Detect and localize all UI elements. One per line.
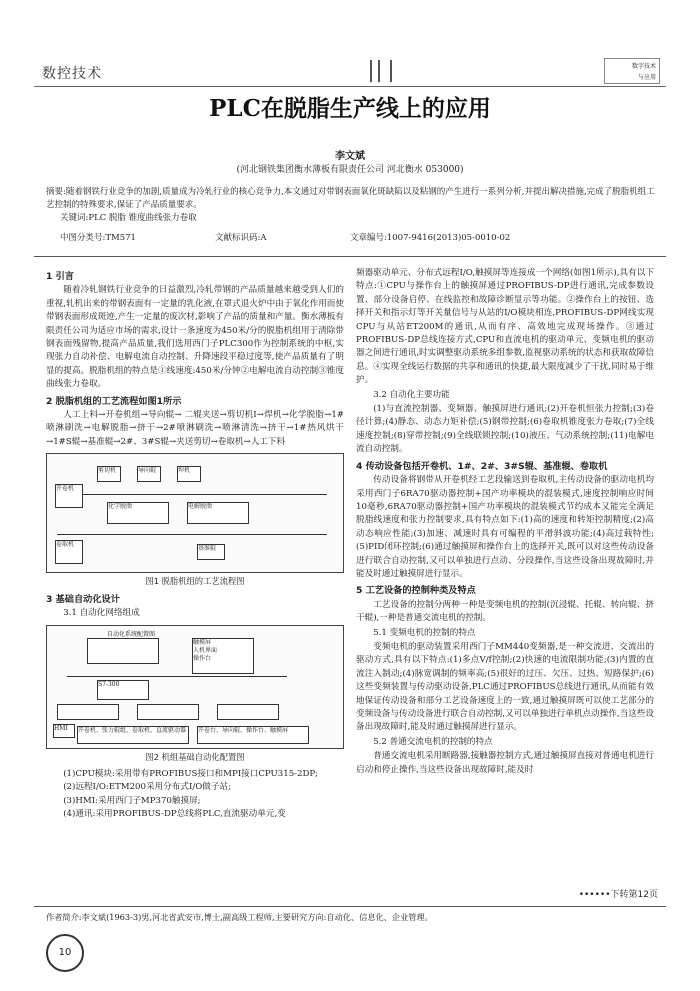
fig1-electro: 电解脱脂 (187, 502, 249, 524)
fig2-drive-1 (57, 704, 119, 720)
journal-logo: 数字技术 与应用 (604, 58, 660, 84)
footnote: 作者简介:李文斌(1963-3)男,河北省武安市,博士,副高级工程师,主要研究方向:自动化、信息化、企业管理。 (46, 912, 433, 922)
fig2-drive-2 (137, 704, 199, 720)
fig2-plc: S7-300 (97, 680, 149, 700)
right-column: 频器驱动单元、分布式远程I/O,触摸屏等连接成一个网络(如图1所示),具有以下特点:①CPU与操作台上的触摸屏通过PROFIBUS-DP进行通讯,完成参数设置、部分设备启停、在线监控和故障诊断显示等功能。②操作台上的按钮、选择开关和指示灯等开关量信号与从站的I/O模块相连,PROFIBUS-DP网线实现CPU与从站ET200M的通讯,从而有序、高效地完成现场操作。③通过PROFIBUS-DP总线连接方式,CPU和直流电机的驱动单元、变频电机的驱动器之间进行通讯,时实调整驱动系统多组参数,监视驱动系统的状态和获取故障信息。④实现全线运行数据的共享和通讯的快捷,最大限度减少了干扰,同时易于维护。 3.2 自动化主要功能 (1)与直流控制器、变频器、触摸屏进行通讯;(2)开卷机恒张力控制;(3)卷径计算;(4)静态、动态力矩补偿;(5)钢带控制;(6)卷取机锥度张力卷取;(7)全线速度控制;(8)穿带控制;(9)全线联锁控制;(10)液压、气动系统控制;(11)电解电流自动控制。 4 传动设备包括开卷机、1#、2#、3#S辊、基准辊、卷取机 传动设备将钢带从开卷机经工艺段输送到卷取机,主传动设备的驱动电机均采用西门子6RA70驱动器控制+国产功率模块的混装模式,速度控制响应时间10毫秒,6RA70驱动器控制+国产功率模块的混装模式节约成本又能完全满足脱脂线速度和张力控制要求,具有特点如下:(1)高的速度和转矩控制精度;(2)高动态响应性能;(3)加速、减速时具有可编程的平滑斜波功能;(4)高过载特性;(5)PID闭环控制;(6)通过触摸屏和操作台上的选择开关,既可以对这些传动设备进行联合自动控制,又可以单独进行点动、分段操作,当这些设备出现故障时,并能及时通过触摸屏进行显示。 5 工艺设备的控制种类及特点 工艺设备的控制分两种一种是变频电机的控制(沉浸辊、托辊、转向辊、挤干辊),一种是普通交流电机的控制。 5.1 变频电机的控制的特点 变频电机的驱动装置采用西门子MM440变频器,是一种交流进、交流出的驱动方式,具有以下特点:(1)多点V/f控制;(2)快速的电流限制功能;(3)内置的直流注入制动;(4)脉宽调制的频率高;(5)很好的过压、欠压、过热、短路保护;(6)这些变频装置与传动驱动设备,PLC通过PROFIBUS总线进行通讯,从而能有效地保证传动设备和部分工艺设备速度上的一致,通过触摸屏既可以使工艺部分的变频设备与传动设备进行联合自动控制,又可以单独进行单机点动操作,当这些设备出现故障时,能及时通过触摸屏进行显示。 5.2 普通交流电机的控制的特点 普通交流电机采用断路器,接触器控制方式,通过触摸屏直接对普通电机进行启动和停止操作,当这些设备出现故障时,能及时 (356, 268, 654, 775)
fig2-right-panel: 触摸屏 人机界面 操作台 (192, 638, 254, 674)
left-column: 1 引言 随着冷轧钢铁行业竞争的日益激烈,冷轧带钢的产品质量越来越受到人们的重视,轧机出来的带钢表面有一定量的乳化液,在罩式退火炉中由于氧化作用而使带钢表面形成斑迹,产生一定量的废次材,影响了产品的质量和产量。衡水薄板有限责任公司为适应市场的需求,设计一条速度为450米/分的脱脂机组用于清除带钢表面残留物,提高产品质量,我们选用西门子PLC300作为控制系统的中枢,实现张力自动补偿、电解电流自动控制、升降速段平稳过度等,使产品质量有了明显的提高。脱脂机组的特点是①线速度:450米/分钟②电解电流自动控制③锥度曲线张力卷取。 2 脱脂机组的工艺流程如图1所示 人工上料→开卷机组→导向辊→ 二辊夹送→剪切机Ⅰ→焊机→化学脱脂→1#喷淋刷洗→电解脱脂→挤干→2#喷淋刷洗→喷淋清洗→挤干→1#热风烘干→1#S辊→基准辊→2#、3#S辊→夹送剪切→卷取机→人工下料 开卷机 剪切机 导向辊 焊机 化学脱脂 电解脱脂 卷取机 基准辊 图1 脱脂机组的工艺流程图 3 基础自动化设计 3.1 自动化网络组成 自动化系统配置图 触摸屏 人机界面 操作台 S7-300 HMI 开卷机、张力辊组、卷取机、直流驱动器 开卷台、导向辊、操作台、触摸屏 图2 机组基础自动化配置图 (1)CPU模块:采用带有PROFIBUS接口和MPI接口CPU315-2DP; (2)远程I/O:ETM200采用分布式I/O做子站; (3)HMI:采用西门子MP370触摸屏; (4)通讯:采用PROFIBUS-DP总线将PLC,直流驱动单元,变 (46, 271, 344, 820)
fig2-legend-right: 开卷台、导向辊、操作台、触摸屏 (197, 726, 309, 744)
fig1-chem: 化学脱脂 (107, 502, 169, 524)
footnote-rule (34, 906, 666, 907)
heading-2: 2 脱脂机组的工艺流程如图1所示 (46, 395, 182, 407)
article-title: PLC在脱脂生产线上的应用 (209, 95, 491, 122)
figure-1-caption: 图1 脱脂机组的工艺流程图 (145, 576, 245, 587)
header-bars (370, 60, 396, 82)
fig2-drive-3 (217, 704, 279, 720)
fig2-hmi: HMI (53, 724, 75, 738)
keywords: 关键词:PLC 脱脂 锥度曲线张力卷取 (60, 213, 197, 223)
abstract: 摘要:随着钢铁行业竞争的加剧,质量成为冷轧行业的核心竞争力,本文通过对带钢表面氧化斑缺陷以及粘钢的产生进行一系列分析,并提出解决措施,完成了脱脂机组工艺控制的特殊要求,保证了产品质量要求。 关键词:PLC 脱脂 锥度曲线张力卷取 (46, 186, 658, 225)
heading-3: 3 基础自动化设计 (46, 593, 120, 605)
fig1-bridle: 基准辊 (197, 544, 225, 560)
fig2-legend-left: 开卷机、张力辊组、卷取机、直流驱动器 (77, 726, 189, 744)
fig1-uncoiler: 开卷机 (55, 484, 83, 508)
heading-4: 4 传动设备包括开卷机、1#、2#、3#S辊、基准辊、卷取机 (356, 460, 608, 472)
section-title: 数控技术 (42, 66, 102, 82)
continued-note: ••••••下转第12页 (578, 890, 658, 900)
affiliation: (河北钢铁集团衡水薄板有限责任公司 河北衡水 053000) (236, 165, 464, 175)
fig1-guide: 导向辊 (137, 466, 161, 482)
author: 李文斌 (335, 151, 365, 162)
heading-5: 5 工艺设备的控制种类及特点 (356, 585, 476, 597)
running-header (34, 56, 666, 87)
page-number: 10 (46, 934, 84, 972)
heading-1: 1 引言 (46, 271, 74, 282)
divider (34, 256, 666, 257)
figure-2-caption: 图2 机组基础自动化配置图 (145, 751, 245, 762)
fig1-welder: 焊机 (177, 466, 201, 482)
figure-1 (46, 453, 344, 573)
fig1-shear: 剪切机 (97, 466, 121, 482)
fig1-coiler: 卷取机 (55, 540, 83, 564)
fig2-cabinet (87, 638, 159, 664)
figure-2: 自动化系统配置图 触摸屏 人机界面 操作台 S7-300 HMI 开卷机、张力辊组、卷取机、直流驱动器 开卷台、导向辊、操作台、触摸屏 (46, 625, 344, 749)
